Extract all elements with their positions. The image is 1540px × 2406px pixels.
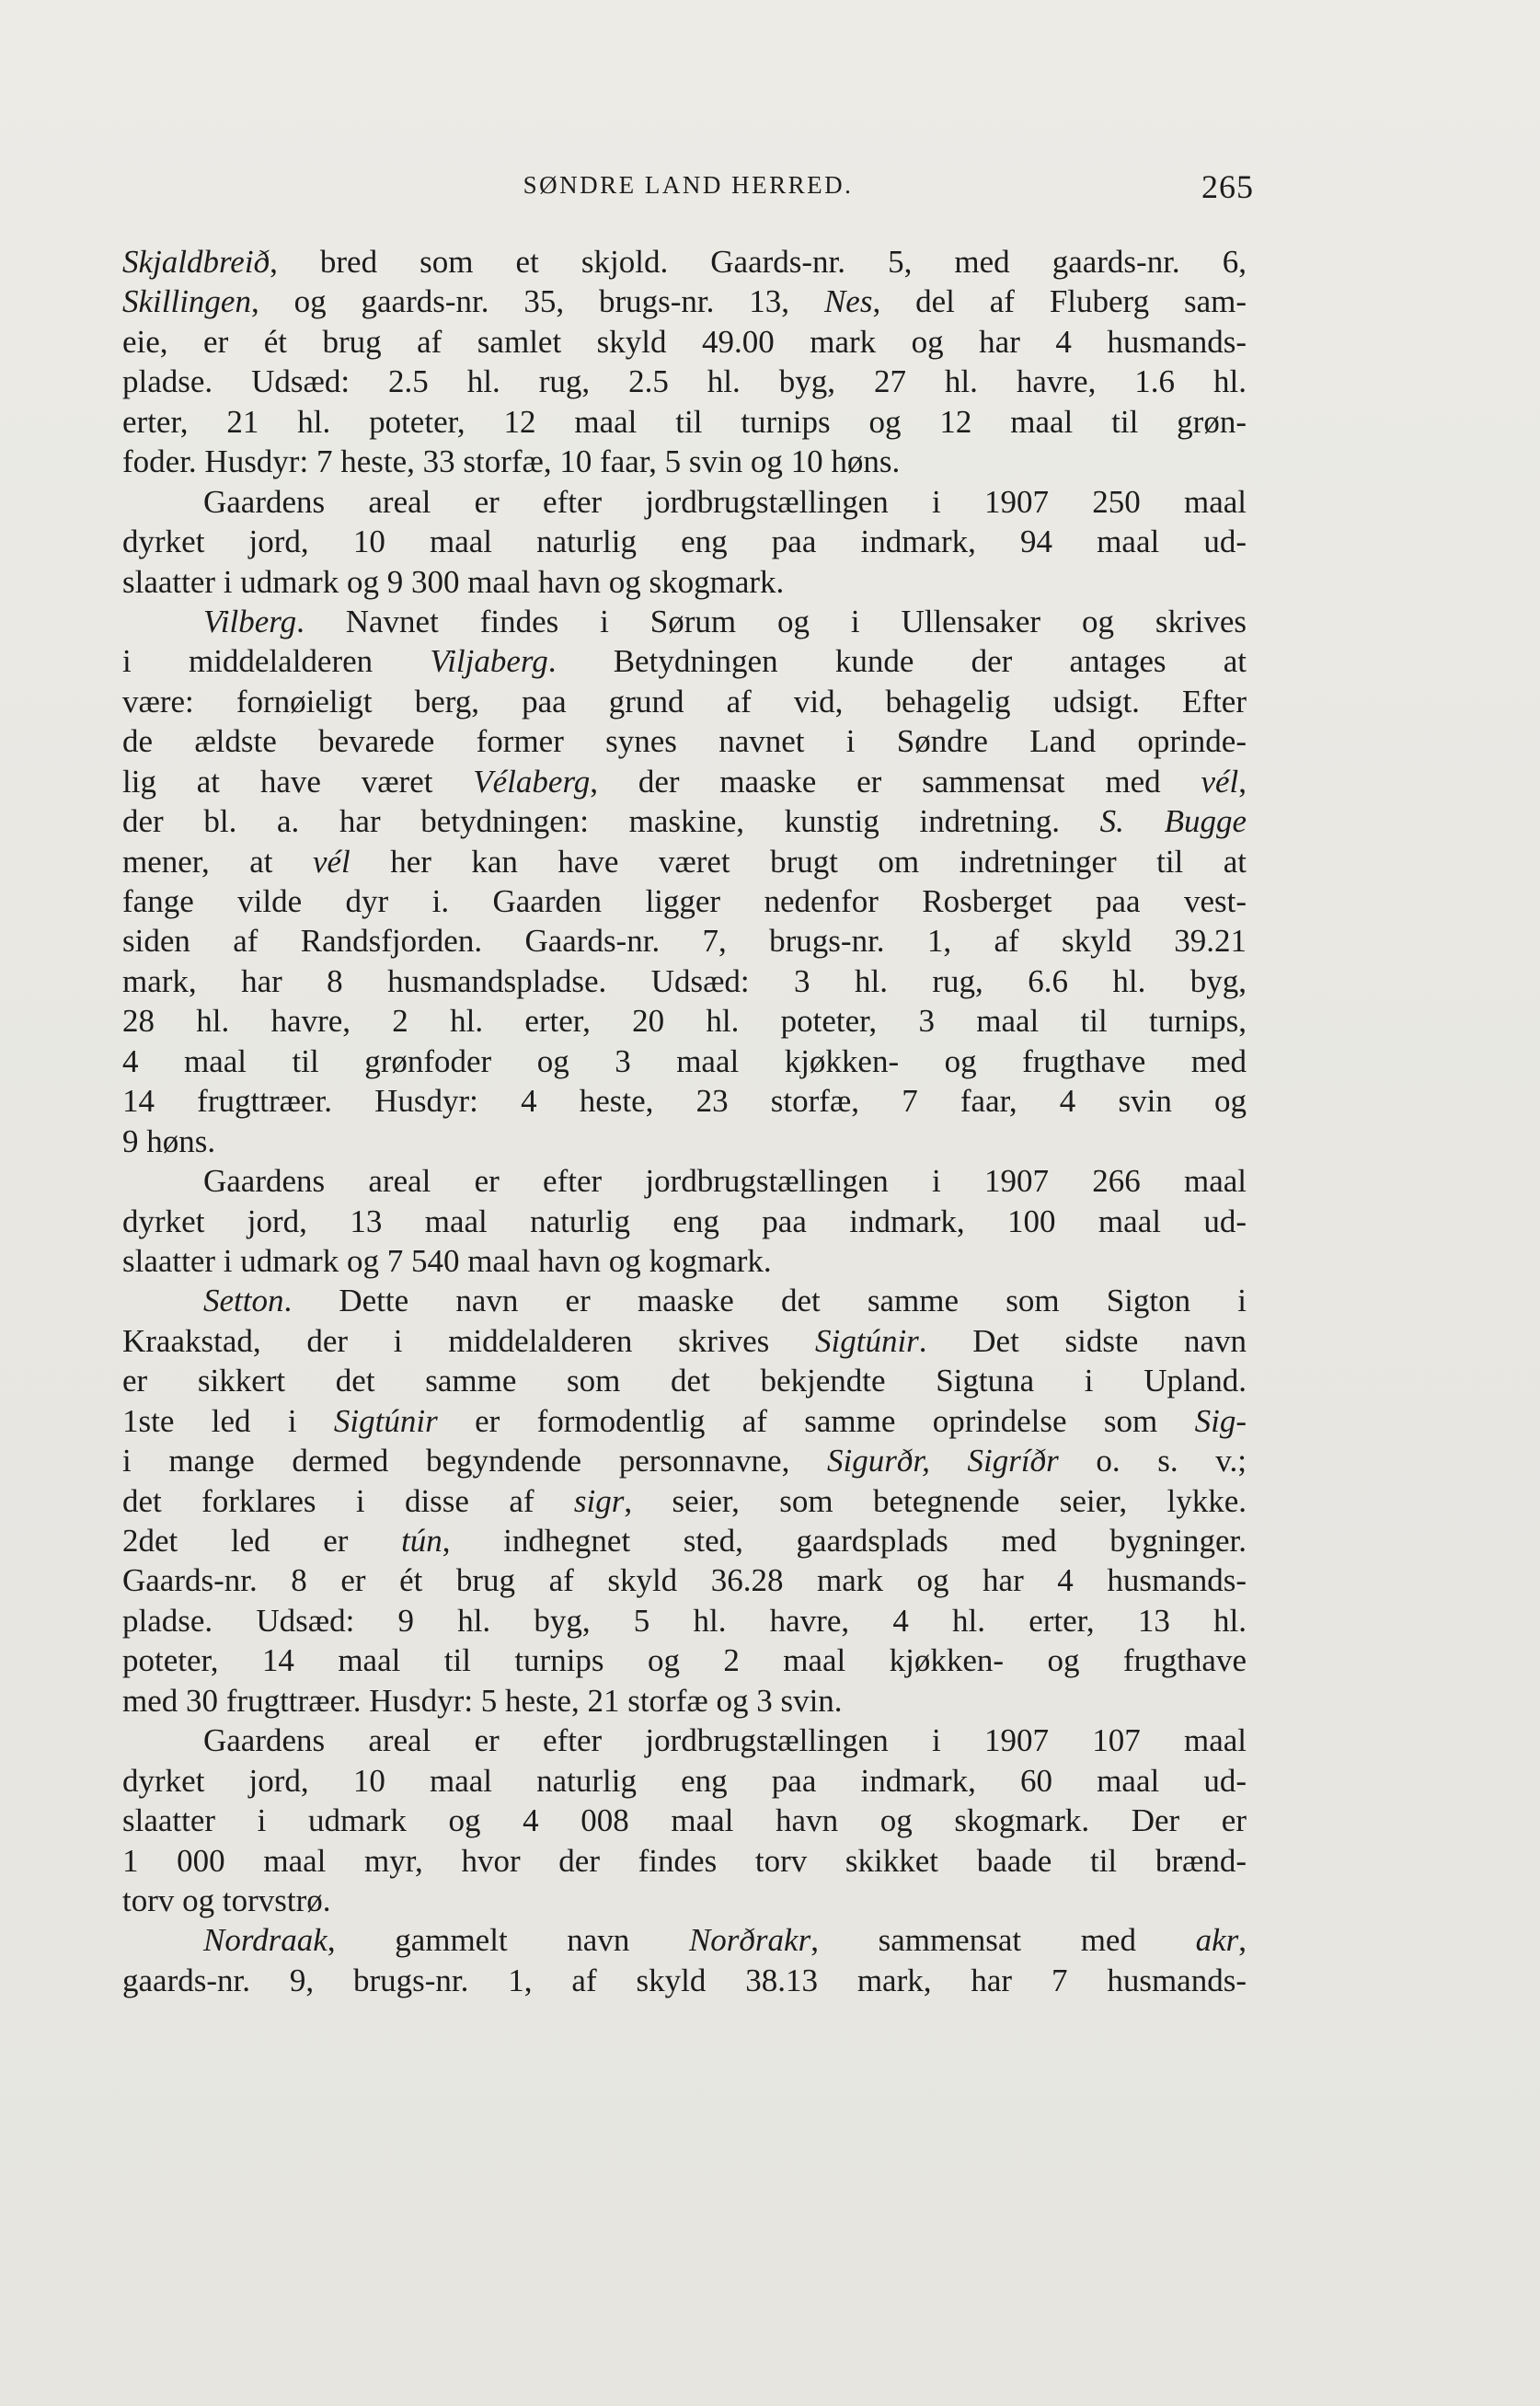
- text-segment: her kan have været brugt om indretninger til at: [350, 843, 1247, 880]
- italic-term: akr: [1195, 1922, 1239, 1959]
- text-line: [122, 1241, 1247, 1281]
- italic-term: Nes: [823, 283, 873, 320]
- text-segment: ,: [1238, 763, 1247, 800]
- text-segment: lig at have været: [122, 763, 474, 800]
- text-line: [122, 1521, 1247, 1560]
- italic-term: sigr: [573, 1482, 625, 1519]
- italic-term: Viljaberg: [430, 643, 548, 680]
- text-line: [122, 282, 1247, 321]
- text-segment: Gaards-nr. 8 er ét brug af skyld 36.28 mark og har 4 husmands-: [122, 1562, 1247, 1599]
- text-segment: , del af Fluberg sam-: [872, 283, 1247, 320]
- text-line: [122, 762, 1247, 801]
- page-header: [122, 168, 1254, 208]
- italic-term: Vélaberg: [473, 763, 591, 800]
- text-segment: i middelalderen: [122, 643, 431, 680]
- text-line: [122, 721, 1247, 761]
- text-segment: , bred som et skjold. Gaards-nr. 5, med gaards-nr. 6,: [270, 244, 1247, 280]
- body-text: [122, 242, 1247, 2000]
- text-segment: , der maaske er sammensat med: [590, 763, 1201, 800]
- text-line: [122, 641, 1247, 681]
- text-segment: dyrket jord, 10 maal naturlig eng paa indmark, 60 maal ud-: [122, 1762, 1247, 1799]
- text-line: [122, 1601, 1247, 1640]
- text-segment: eie, er ét brug af samlet skyld 49.00 mark og har 4 husmands-: [122, 323, 1247, 360]
- text-line: [122, 562, 1247, 602]
- text-segment: . Betydningen kunde der antages at: [547, 643, 1247, 680]
- text-segment: erter, 21 hl. poteter, 12 maal til turnips og 12 maal til grøn-: [122, 403, 1247, 440]
- text-line: [122, 522, 1247, 561]
- text-segment: 4 maal til grønfoder og 3 maal kjøkken- og frugthave med: [122, 1042, 1247, 1079]
- text-line: [122, 1841, 1247, 1881]
- text-segment: slaatter i udmark og 4 008 maal havn og skogmark. Der er: [122, 1802, 1247, 1839]
- text-segment: . Navnet findes i Sørum og i Ullensaker og skrives: [296, 603, 1247, 639]
- italic-term: Sig-: [1194, 1402, 1247, 1439]
- text-line: [122, 1681, 1247, 1721]
- text-segment: , indhegnet sted, gaardsplads med bygninger.: [442, 1523, 1247, 1559]
- text-segment: Gaardens areal er efter jordbrugstællingen i 1907 107 maal: [203, 1722, 1247, 1759]
- text-segment: mener, at: [122, 843, 313, 880]
- page-number: 265: [1201, 168, 1254, 205]
- text-segment: ,: [1238, 1922, 1247, 1959]
- text-line: [122, 1321, 1247, 1361]
- text-line: [122, 1161, 1247, 1201]
- text-line: [122, 881, 1247, 921]
- text-line: [122, 1961, 1247, 2000]
- italic-term: vél: [1201, 763, 1239, 800]
- text-line: [122, 842, 1247, 881]
- text-line: [122, 1202, 1247, 1241]
- italic-term: tún: [401, 1523, 442, 1559]
- italic-term: Nordraak: [203, 1922, 328, 1959]
- text-segment: dyrket jord, 10 maal naturlig eng paa indmark, 94 maal ud-: [122, 524, 1247, 560]
- text-line: [122, 801, 1247, 841]
- text-segment: er sikkert det samme som det bekjendte Sigtuna i Upland.: [122, 1363, 1247, 1399]
- text-segment: , gammelt navn: [327, 1922, 689, 1959]
- italic-term: Sigtúnir: [333, 1402, 438, 1439]
- text-line: [122, 602, 1247, 641]
- text-line: [122, 442, 1247, 481]
- text-segment: 1 000 maal myr, hvor der findes torv skikket baade til brænd-: [122, 1842, 1247, 1879]
- text-line: [122, 1560, 1247, 1600]
- text-line: [122, 1881, 1247, 1920]
- text-line: [122, 1640, 1247, 1680]
- italic-term: Sigtúnir: [815, 1322, 919, 1359]
- text-segment: torv og torvstrø.: [122, 1882, 331, 1918]
- text-line: [122, 1721, 1247, 1760]
- text-segment: 2det led er: [122, 1523, 402, 1559]
- text-line: [122, 1920, 1247, 1960]
- italic-term: Norðrakr: [688, 1922, 811, 1959]
- text-line: [122, 682, 1247, 721]
- text-segment: siden af Randsfjorden. Gaards-nr. 7, brugs-nr. 1, af skyld 39.21: [122, 923, 1247, 960]
- text-segment: med 30 frugttræer. Husdyr: 5 heste, 21 storfæ og 3 svin.: [122, 1682, 843, 1719]
- text-segment: det forklares i disse af: [122, 1482, 574, 1519]
- text-segment: o. s. v.;: [1058, 1443, 1247, 1479]
- italic-term: Skjaldbreið: [122, 244, 270, 280]
- text-segment: pladse. Udsæd: 9 hl. byg, 5 hl. havre, 4 hl. erter, 13 hl.: [122, 1602, 1247, 1639]
- text-line: [122, 1081, 1247, 1121]
- text-segment: være: fornøieligt berg, paa grund af vid, behagelig udsigt. Efter: [122, 683, 1247, 719]
- text-segment: 14 frugttræer. Husdyr: 4 heste, 23 storfæ, 7 faar, 4 svin og: [122, 1083, 1247, 1120]
- text-line: [122, 921, 1247, 961]
- text-segment: slaatter i udmark og 9 300 maal havn og skogmark.: [122, 563, 785, 600]
- text-segment: fange vilde dyr i. Gaarden ligger nedenfor Rosberget paa vest-: [122, 883, 1247, 919]
- text-line: [122, 1361, 1247, 1400]
- text-segment: Gaardens areal er efter jordbrugstællingen i 1907 250 maal: [203, 483, 1247, 520]
- text-segment: 28 hl. havre, 2 hl. erter, 20 hl. poteter, 3 maal til turnips,: [122, 1003, 1247, 1040]
- text-segment: Kraakstad, der i middelalderen skrives: [122, 1322, 815, 1359]
- text-line: [122, 362, 1247, 401]
- text-segment: foder. Husdyr: 7 heste, 33 storfæ, 10 faar, 5 svin og 10 høns.: [122, 443, 901, 480]
- text-line: [122, 242, 1247, 282]
- text-segment: slaatter i udmark og 7 540 maal havn og kogmark.: [122, 1242, 772, 1279]
- text-segment: der bl. a. har betydningen: maskine, kunstig indretning.: [122, 803, 1100, 840]
- text-line: [122, 961, 1247, 1001]
- text-line: [122, 1281, 1247, 1320]
- text-segment: 9 høns.: [122, 1122, 216, 1159]
- text-line: [122, 1122, 1247, 1161]
- text-segment: pladse. Udsæd: 2.5 hl. rug, 2.5 hl. byg, 27 hl. havre, 1.6 hl.: [122, 363, 1247, 400]
- italic-term: Setton: [203, 1283, 284, 1319]
- text-segment: , sammensat med: [810, 1922, 1196, 1959]
- text-line: [122, 1761, 1247, 1801]
- text-line: [122, 1001, 1247, 1041]
- text-segment: gaards-nr. 9, brugs-nr. 1, af skyld 38.13 mark, har 7 husmands-: [122, 1962, 1247, 1998]
- text-line: [122, 1801, 1247, 1840]
- text-segment: i mange dermed begyndende personnavne,: [122, 1443, 827, 1479]
- text-segment: , seier, som betegnende seier, lykke.: [624, 1482, 1247, 1519]
- text-segment: 1ste led i: [122, 1402, 334, 1439]
- text-segment: de ældste bevarede former synes navnet i Søndre Land oprinde-: [122, 723, 1247, 760]
- text-segment: . Det sidste navn: [918, 1322, 1247, 1359]
- text-segment: , og gaards-nr. 35, brugs-nr. 13,: [250, 283, 824, 320]
- text-line: [122, 482, 1247, 522]
- text-segment: Gaardens areal er efter jordbrugstællingen i 1907 266 maal: [203, 1163, 1247, 1200]
- italic-term: S. Bugge: [1099, 803, 1247, 840]
- text-line: [122, 322, 1247, 362]
- italic-term: vél: [312, 843, 351, 880]
- running-title: SØNDRE LAND HERRED.: [523, 171, 854, 199]
- text-segment: poteter, 14 maal til turnips og 2 maal kjøkken- og frugthave: [122, 1642, 1247, 1679]
- text-line: [122, 1481, 1247, 1521]
- text-line: [122, 1441, 1247, 1480]
- text-line: [122, 1042, 1247, 1081]
- text-segment: . Dette navn er maaske det samme som Sigton i: [283, 1283, 1247, 1319]
- italic-term: Vilberg: [203, 603, 297, 639]
- italic-term: Sigurðr, Sigríðr: [827, 1443, 1059, 1479]
- italic-term: Skillingen: [122, 283, 251, 320]
- text-segment: mark, har 8 husmandspladse. Udsæd: 3 hl. rug, 6.6 hl. byg,: [122, 962, 1247, 999]
- text-line: [122, 402, 1247, 442]
- text-segment: er formodentlig af samme oprindelse som: [437, 1402, 1195, 1439]
- text-line: [122, 1401, 1247, 1441]
- text-segment: dyrket jord, 13 maal naturlig eng paa indmark, 100 maal ud-: [122, 1203, 1247, 1239]
